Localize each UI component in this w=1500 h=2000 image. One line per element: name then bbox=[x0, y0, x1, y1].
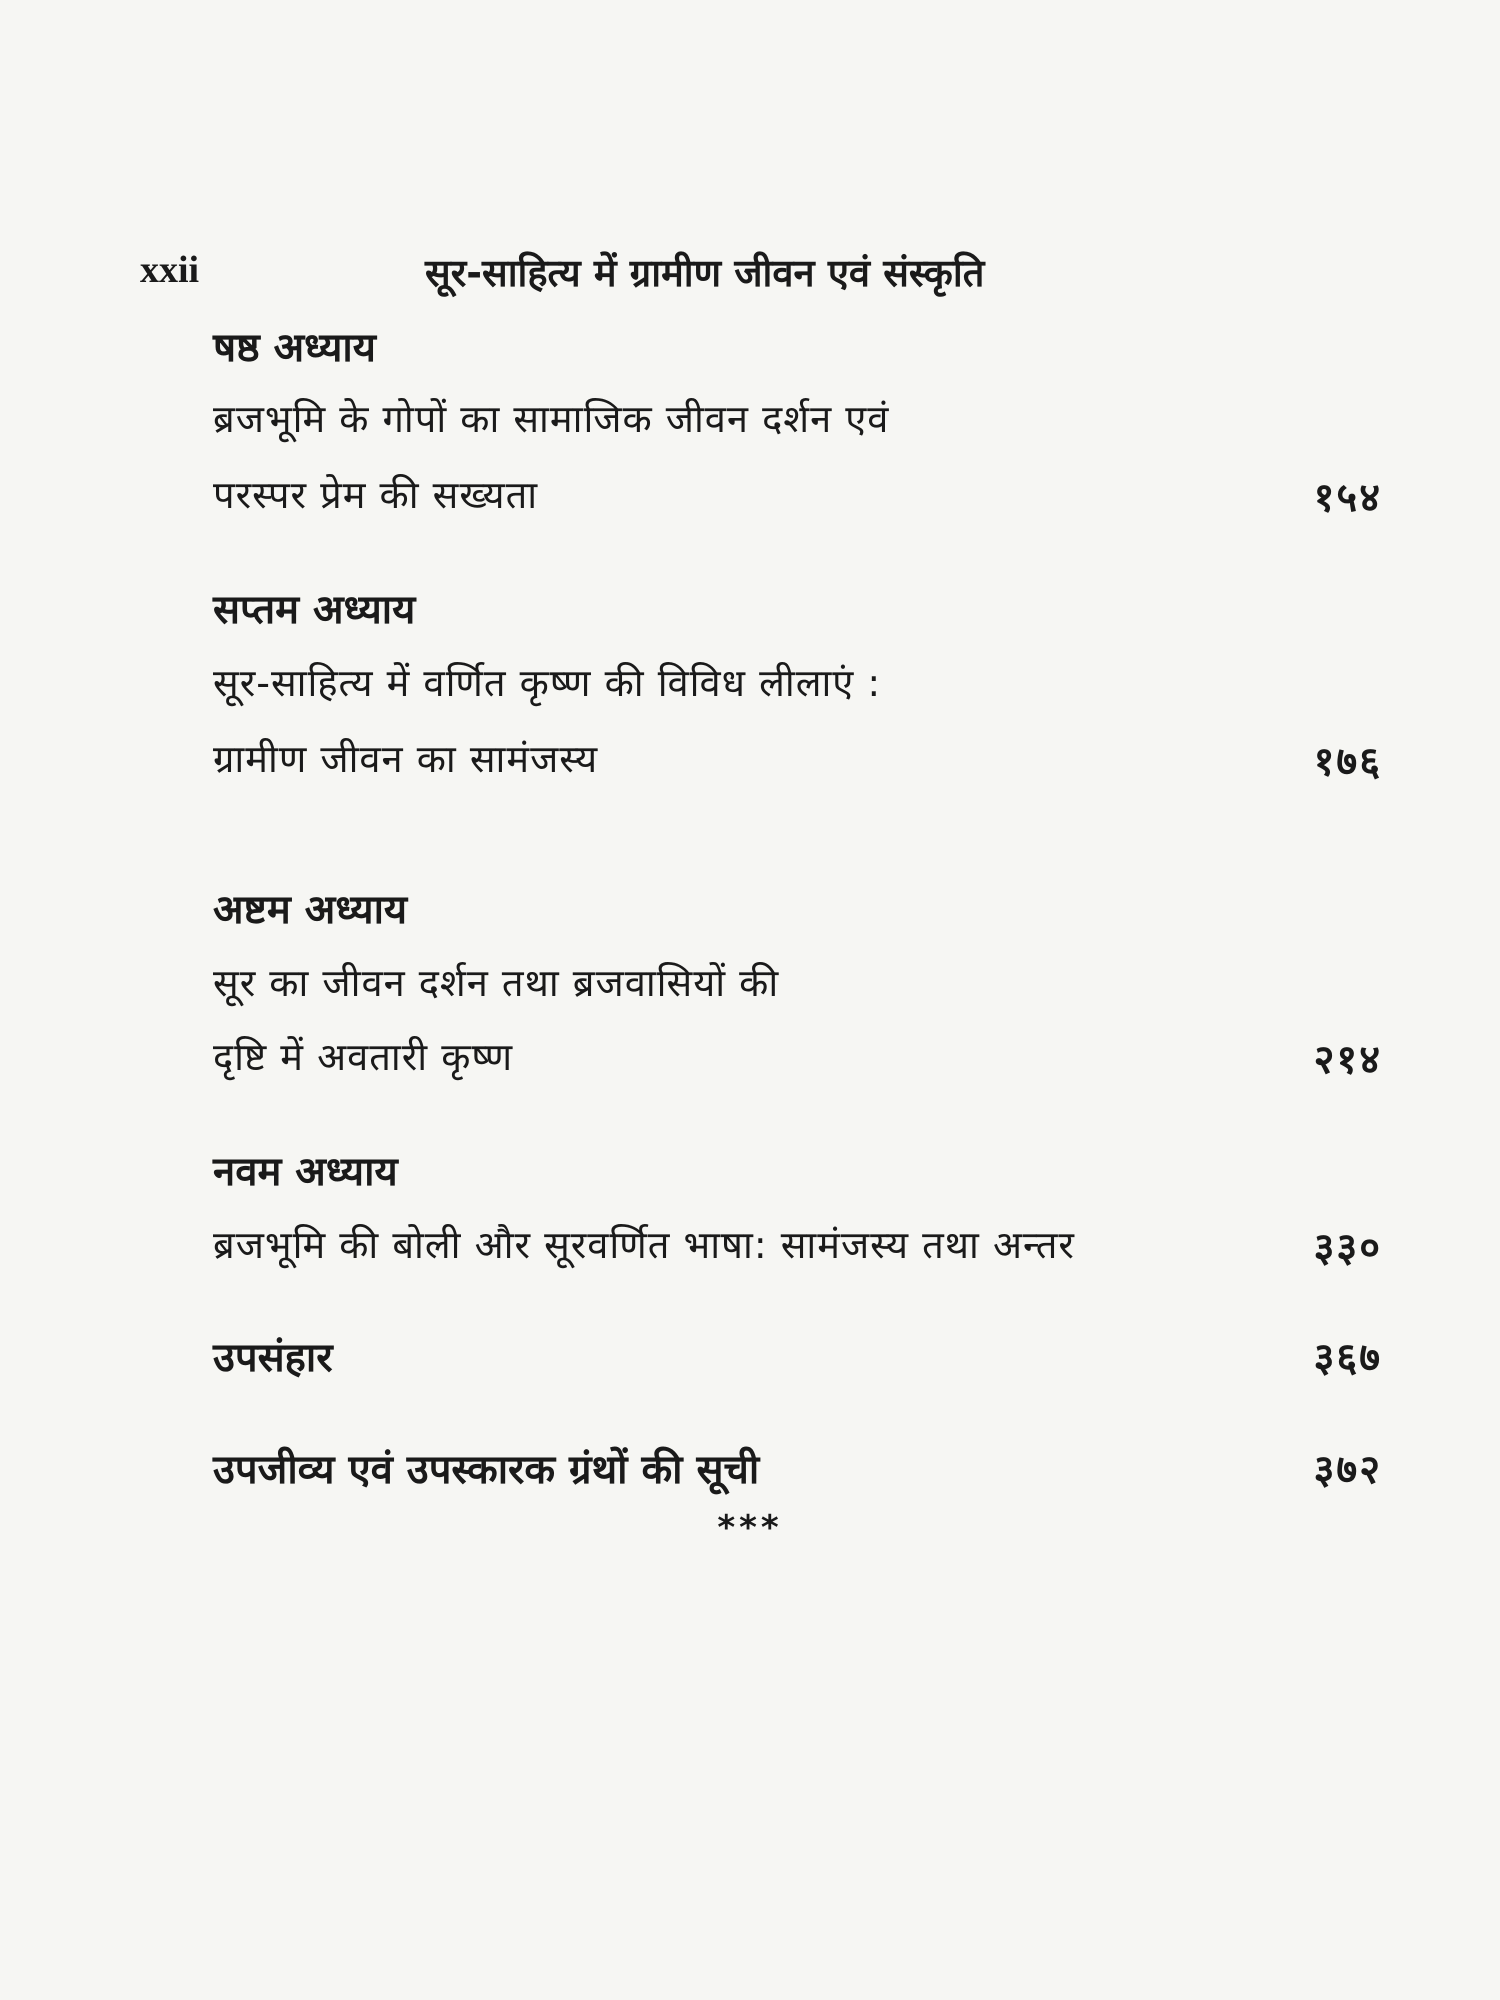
toc-page-number: १७६ bbox=[1313, 739, 1382, 785]
page-folio: xxii bbox=[140, 249, 200, 291]
toc-heading-chapter-6: षष्ठ अध्याय bbox=[213, 325, 376, 371]
toc-line: ब्रजभूमि के गोपों का सामाजिक जीवन दर्शन एवं bbox=[213, 397, 890, 441]
toc-line: ग्रामीण जीवन का सामंजस्य bbox=[213, 737, 599, 781]
toc-page-number: ३६७ bbox=[1313, 1335, 1382, 1381]
toc-line: सूर-साहित्य में वर्णित कृष्ण की विविध लीलाएं : bbox=[213, 661, 882, 705]
toc-line: दृष्टि में अवतारी कृष्ण bbox=[213, 1035, 514, 1079]
running-head: सूर-साहित्य में ग्रामीण जीवन एवं संस्कृति bbox=[425, 251, 985, 295]
toc-line: परस्पर प्रेम की सख्यता bbox=[213, 473, 539, 517]
toc-page-number: ३७२ bbox=[1313, 1447, 1382, 1493]
toc-heading-bibliography: उपजीव्य एवं उपस्कारक ग्रंथों की सूची bbox=[213, 1447, 760, 1493]
toc-page-number: ३३० bbox=[1313, 1225, 1382, 1271]
toc-heading-conclusion: उपसंहार bbox=[213, 1335, 333, 1381]
end-mark: *** bbox=[717, 1508, 783, 1548]
toc-line: सूर का जीवन दर्शन तथा ब्रजवासियों की bbox=[213, 961, 780, 1005]
toc-heading-chapter-8: अष्टम अध्याय bbox=[213, 887, 408, 933]
toc-heading-chapter-7: सप्तम अध्याय bbox=[213, 587, 416, 633]
toc-heading-chapter-9: नवम अध्याय bbox=[213, 1149, 398, 1195]
toc-page-number: २१४ bbox=[1313, 1037, 1382, 1083]
toc-line: ब्रजभूमि की बोली और सूरवर्णित भाषा: सामंजस्य तथा अन्तर bbox=[213, 1223, 1075, 1267]
toc-page-number: १५४ bbox=[1313, 475, 1382, 521]
